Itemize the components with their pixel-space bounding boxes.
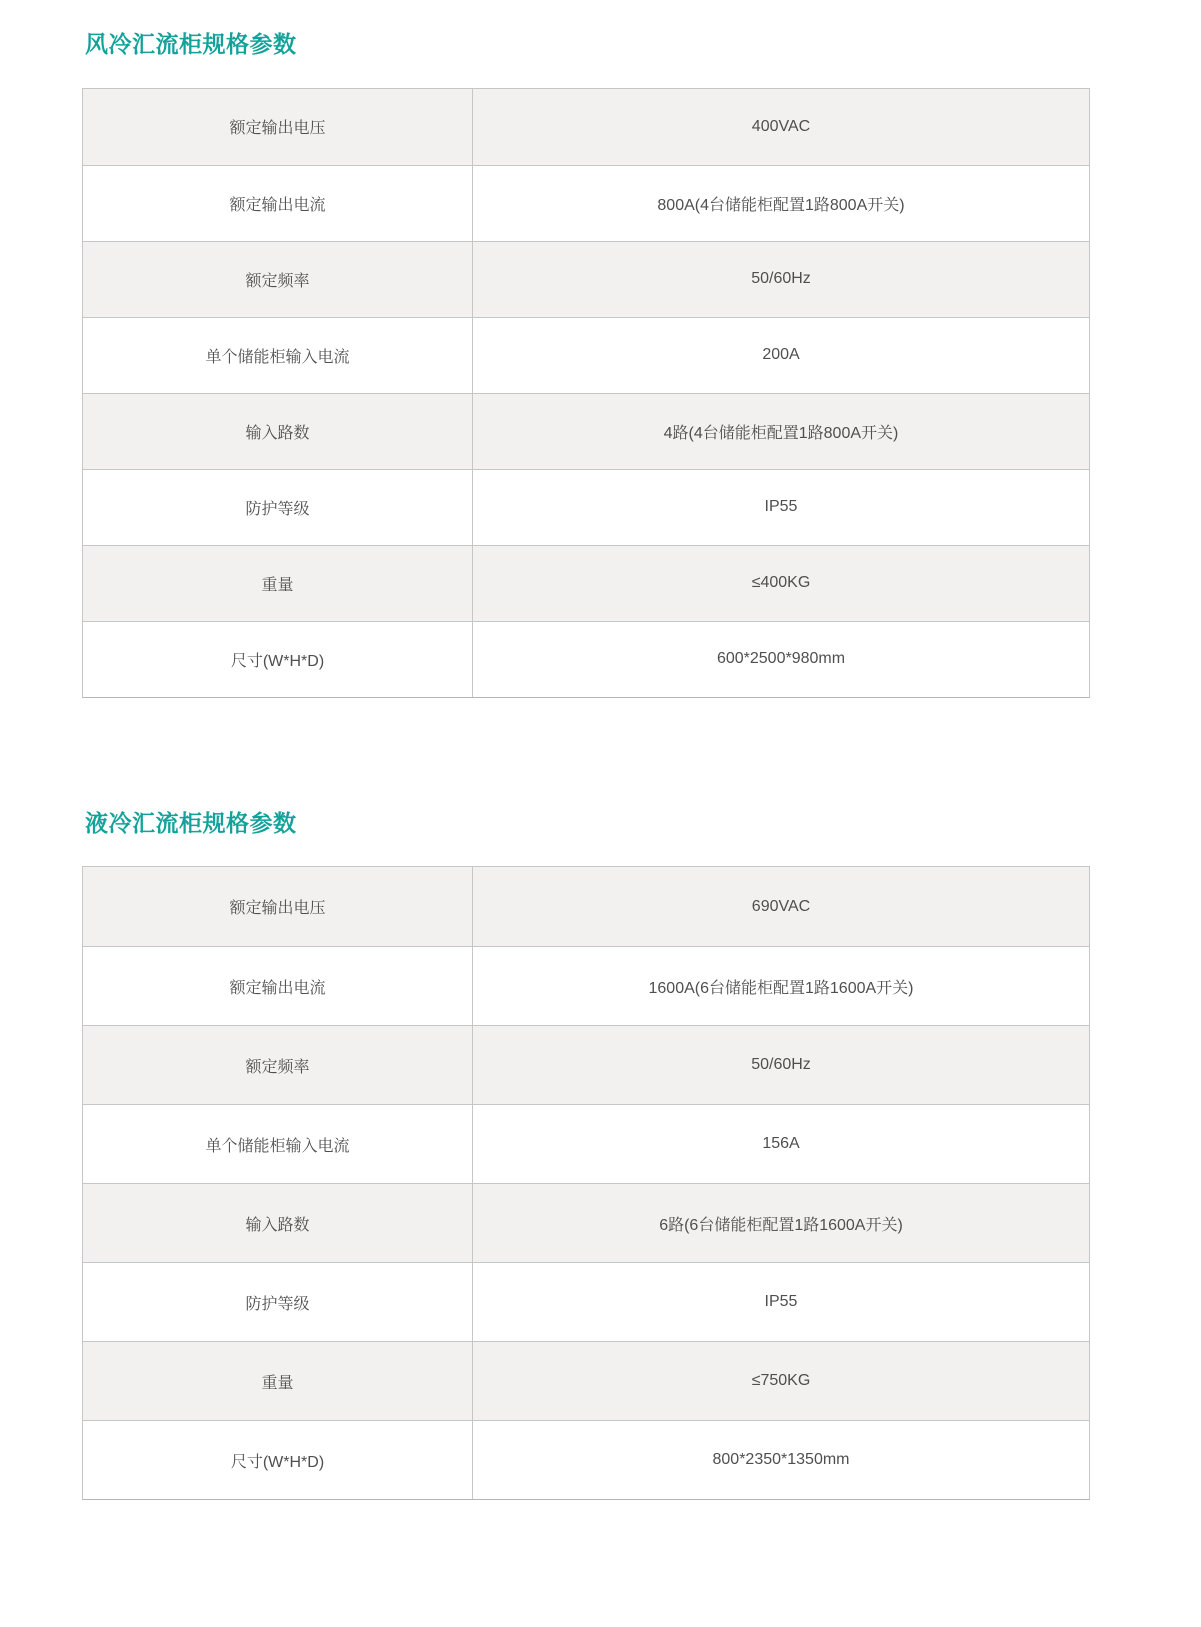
spec-value: 1600A(6台储能柜配置1路1600A开关) bbox=[648, 979, 914, 997]
spec-value: 690VAC bbox=[751, 897, 811, 915]
spec-label: 重量 bbox=[83, 546, 473, 621]
spec-value: IP55 bbox=[764, 1293, 798, 1311]
spec-row bbox=[83, 241, 1089, 317]
spec-row bbox=[83, 1341, 1089, 1420]
air-cooled-spec-table bbox=[82, 88, 1090, 698]
air-cooled-spec-section bbox=[0, 0, 1201, 698]
spec-value: 800A(4台储能柜配置1路800A开关) bbox=[657, 196, 905, 214]
spec-row bbox=[83, 165, 1089, 241]
spec-row bbox=[83, 621, 1089, 697]
liquid-cooled-spec-table bbox=[82, 866, 1090, 1500]
spec-row bbox=[83, 317, 1089, 393]
spec-value: 800*2350*1350mm bbox=[712, 1451, 850, 1469]
liquid-cooled-section-title: 液冷汇流柜规格参数 bbox=[85, 809, 297, 836]
spec-row bbox=[83, 1262, 1089, 1341]
spec-row bbox=[83, 946, 1089, 1025]
spec-label: 额定输出电流 bbox=[83, 947, 473, 1025]
spec-row bbox=[83, 1104, 1089, 1183]
spec-value: ≤750KG bbox=[751, 1372, 811, 1390]
spec-row bbox=[83, 867, 1089, 946]
liquid-cooled-spec-section bbox=[0, 698, 1201, 1501]
spec-label: 尺寸(W*H*D) bbox=[83, 1421, 473, 1499]
spec-value: 200A bbox=[762, 346, 800, 364]
spec-row bbox=[83, 469, 1089, 545]
spec-label: 尺寸(W*H*D) bbox=[83, 622, 473, 697]
spec-label: 单个储能柜输入电流 bbox=[83, 318, 473, 393]
spec-value: IP55 bbox=[764, 498, 798, 516]
spec-row bbox=[83, 393, 1089, 469]
spec-label: 重量 bbox=[83, 1342, 473, 1420]
spec-value: ≤400KG bbox=[751, 574, 811, 592]
spec-row bbox=[83, 545, 1089, 621]
air-cooled-section-title: 风冷汇流柜规格参数 bbox=[85, 31, 297, 57]
spec-label: 额定输出电压 bbox=[83, 867, 473, 946]
spec-label: 额定输出电压 bbox=[83, 89, 473, 165]
spec-value: 400VAC bbox=[751, 117, 811, 135]
spec-label: 输入路数 bbox=[83, 394, 473, 469]
spec-value: 50/60Hz bbox=[751, 270, 811, 288]
spec-value: 50/60Hz bbox=[751, 1056, 811, 1074]
spec-value: 6路(6台储能柜配置1路1600A开关) bbox=[659, 1216, 903, 1234]
spec-value: 600*2500*980mm bbox=[716, 650, 846, 668]
spec-label: 防护等级 bbox=[83, 470, 473, 545]
spec-row bbox=[83, 89, 1089, 165]
spec-value: 156A bbox=[762, 1135, 800, 1153]
spec-label: 额定输出电流 bbox=[83, 166, 473, 241]
spec-row bbox=[83, 1183, 1089, 1262]
spec-label: 额定频率 bbox=[83, 1026, 473, 1104]
spec-label: 防护等级 bbox=[83, 1263, 473, 1341]
spec-row bbox=[83, 1025, 1089, 1104]
spec-label: 单个储能柜输入电流 bbox=[83, 1105, 473, 1183]
spec-row bbox=[83, 1420, 1089, 1499]
spec-label: 额定频率 bbox=[83, 242, 473, 317]
spec-label: 输入路数 bbox=[83, 1184, 473, 1262]
spec-value: 4路(4台储能柜配置1路800A开关) bbox=[663, 424, 899, 442]
